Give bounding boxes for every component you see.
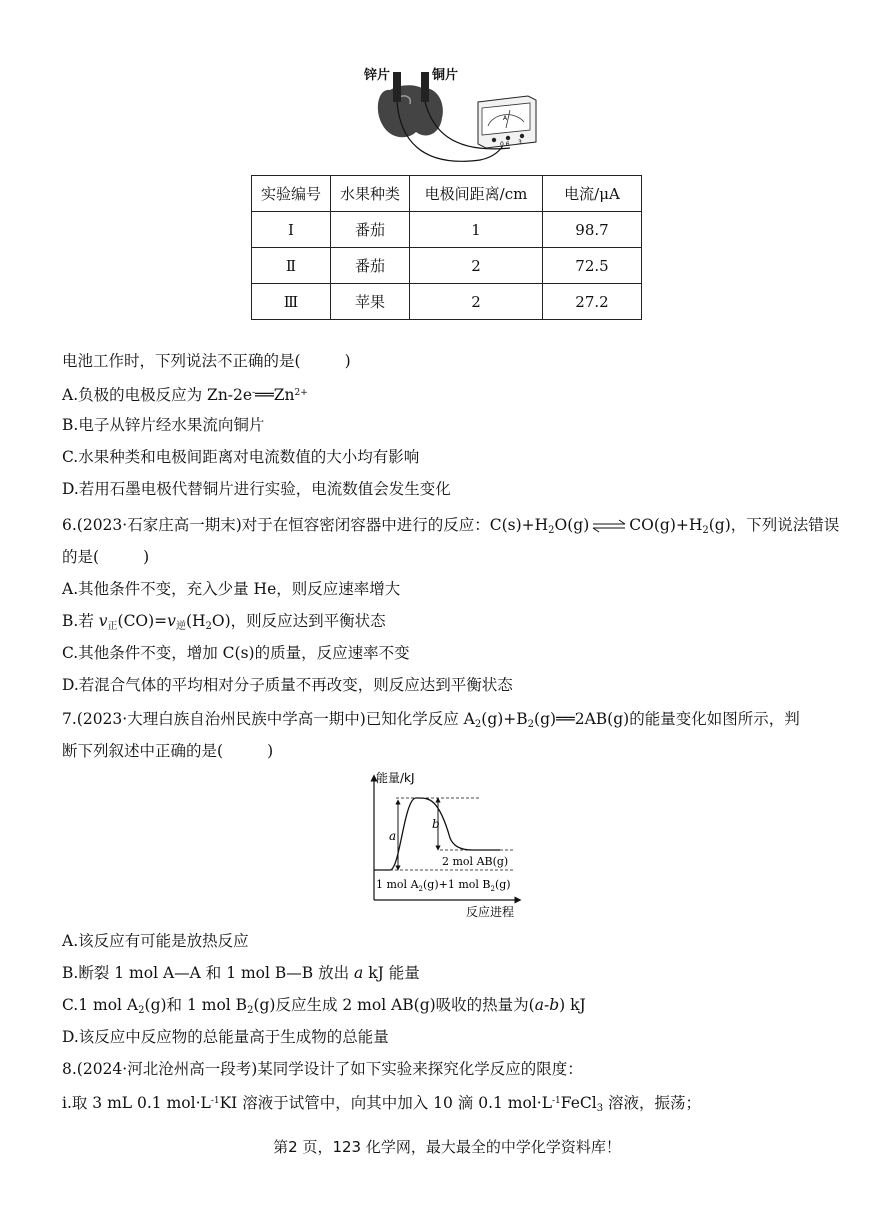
- svg-text:0.6: 0.6: [500, 141, 510, 148]
- q7-option-d: D.该反应中反应物的总能量高于生成物的总能量: [62, 1028, 389, 1046]
- table-row: [252, 212, 642, 248]
- reactant-label: 1 mol $A_2(g)+1$ mol $B_2(g)$: [376, 878, 511, 893]
- table-header: 电流/μA: [543, 176, 642, 212]
- page-footer: 第2 页，123 化学网，最大最全的中学化学资料库！: [273, 1138, 621, 1156]
- table-cell: 番茄: [331, 212, 410, 248]
- q7-option-c: C.1 mol $A_2(g)$和 1 mol $B_2(g)$反应生成 2 mol AB(g)吸收的热量为(a-b) kJ: [62, 996, 586, 1016]
- table-header: 水果种类: [331, 176, 410, 212]
- table-cell: 72.5: [543, 248, 642, 284]
- reversible-arrow-icon: [591, 519, 627, 533]
- table-cell: Ⅱ: [252, 248, 331, 284]
- table-row: [252, 284, 642, 320]
- q5-option-d: D.若用石墨电极代替铜片进行实验，电流数值会发生变化: [62, 480, 451, 498]
- q7-option-a: A.该反应有可能是放热反应: [62, 932, 249, 950]
- svg-text:A: A: [503, 115, 508, 122]
- q6-option-c: C.其他条件不变，增加 C(s)的质量，反应速率不变: [62, 644, 410, 662]
- table-header-row: [252, 176, 642, 212]
- q6-stem-line2: 的是( ): [62, 548, 150, 566]
- table-header: 实验编号: [252, 176, 331, 212]
- table-cell: 1: [410, 212, 543, 248]
- product-label: 2 mol AB(g): [442, 855, 509, 868]
- table-row: [252, 248, 642, 284]
- fruit-battery-figure: [360, 58, 540, 176]
- table-cell: 2: [410, 284, 543, 320]
- table-cell: 98.7: [543, 212, 642, 248]
- q6-option-d: D.若混合气体的平均相对分子质量不再改变，则反应达到平衡状态: [62, 676, 513, 694]
- q8-stem: 8.(2024·河北沧州高一段考)某同学设计了如下实验来探究化学反应的限度：: [62, 1060, 583, 1078]
- svg-text:3: 3: [518, 139, 522, 146]
- q8-step-i: ⅰ.取 3 mL 0.1 $mol\cdot L^{-1}KI$ 溶液于试管中，向其中加入 10 滴 0.1 $mol\cdot L^{-1}FeCl_3$ 溶液，振荡；: [62, 1094, 702, 1114]
- q5-option-b: B.电子从锌片经水果流向铜片: [62, 416, 265, 434]
- label-b: b: [432, 817, 440, 831]
- table-cell: Ⅲ: [252, 284, 331, 320]
- q7-stem-line1: 7.(2023·大理白族自治州民族中学高一期中)已知化学反应 $A_2(g)+B_2(g)══2AB(g)$的能量变化如图所示，判: [62, 710, 800, 730]
- table-cell: 2: [410, 248, 543, 284]
- table-cell: 番茄: [331, 248, 410, 284]
- q6-stem-line1: 6.(2023·石家庄高一期末)对于在恒容密闭容器中进行的反应：$C(s)+H_2O(g)$ $CO(g)+H_2(g)$，下列说法错误: [62, 516, 840, 536]
- energy-diagram-svg: [368, 770, 533, 920]
- q6-option-a: A.其他条件不变，充入少量 He，则反应速率增大: [62, 580, 401, 598]
- q5-option-a: A.负极的电极反应为 $Zn-2e^-══Zn^{2+}$: [62, 386, 308, 404]
- q7-stem-line2: 断下列叙述中正确的是( ): [62, 742, 274, 760]
- table-cell: 27.2: [543, 284, 642, 320]
- q5-stem: 电池工作时，下列说法不正确的是( ): [62, 352, 351, 370]
- table-header: 电极间距离/cm: [410, 176, 543, 212]
- label-a: a: [389, 829, 397, 843]
- x-axis-label: 反应进程: [466, 905, 515, 919]
- table-cell: Ⅰ: [252, 212, 331, 248]
- q6-option-b: B.若 $v_正(CO)=v_逆(H_2O)$，则反应达到平衡状态: [62, 612, 386, 632]
- table-cell: 苹果: [331, 284, 410, 320]
- q5-option-c: C.水果种类和电极间距离对电流数值的大小均有影响: [62, 448, 420, 466]
- energy-diagram: [368, 770, 533, 920]
- zinc-label: 锌片: [364, 68, 391, 83]
- y-axis-label: 能量/kJ: [376, 771, 415, 785]
- experiment-table: [251, 175, 642, 320]
- copper-label: 铜片: [432, 68, 459, 83]
- q7-option-b: B.断裂 1 mol A—A 和 1 mol B—B 放出 a kJ 能量: [62, 964, 420, 982]
